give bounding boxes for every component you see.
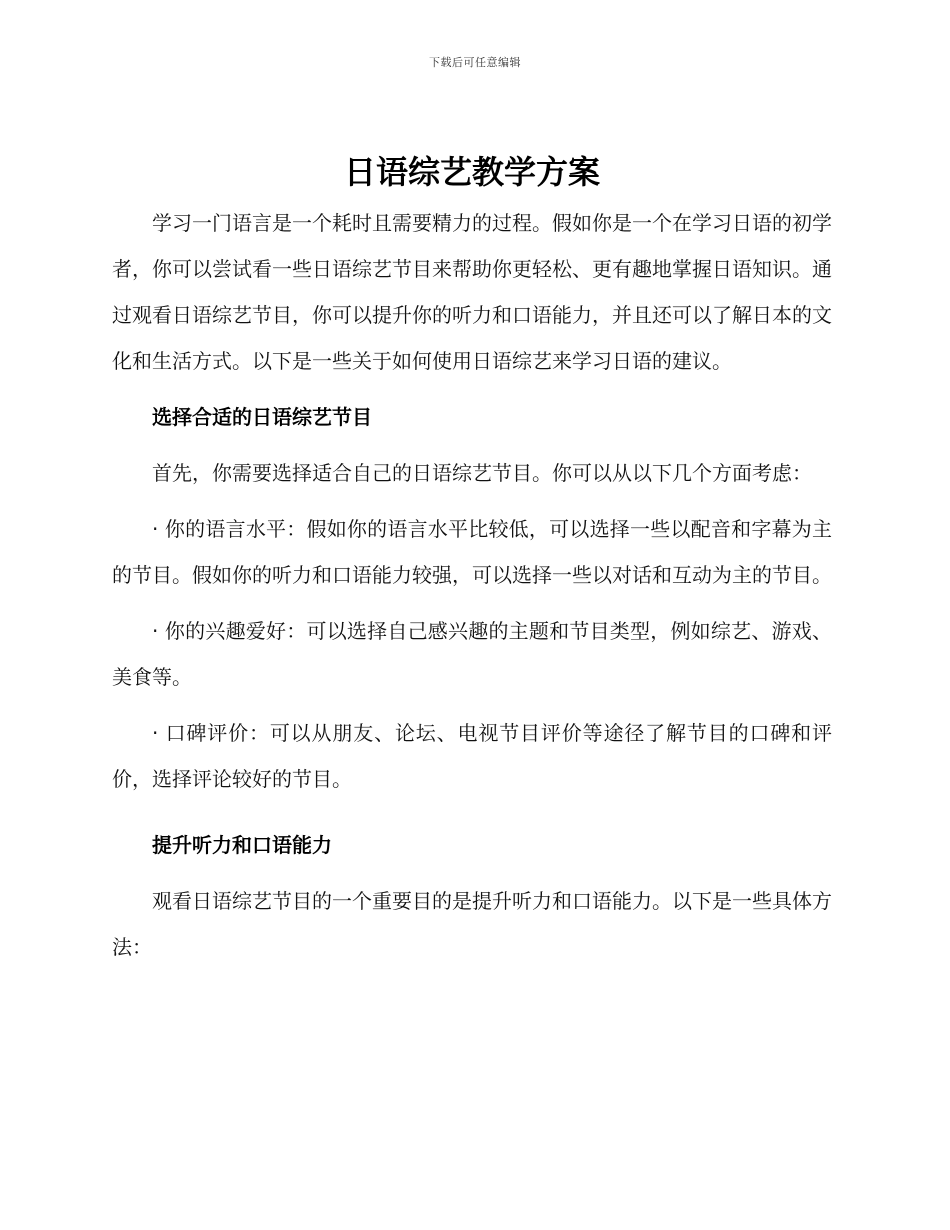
section-heading-listening: 提升听力和口语能力 [152,833,332,857]
bullet-language-level: · 你的语言水平：假如你的语言水平比较低，可以选择一些以配音和字幕为主的节目。假如你的听力和口语能力较强，可以选择一些以对话和互动为主的节目。 [112,517,832,587]
bullet-interests: · 你的兴趣爱好：可以选择自己感兴趣的主题和节目类型，例如综艺、游戏、美食等。 [112,619,832,689]
document-body [112,150,832,970]
section-choose-lead: 首先，你需要选择适合自己的日语综艺节目。你可以从以下几个方面考虑： [152,461,812,485]
page-header-note: 下载后可任意编辑 [429,56,521,69]
intro-paragraph: 学习一门语言是一个耗时且需要精力的过程。假如你是一个在学习日语的初学者，你可以尝试看一些日语综艺节目来帮助你更轻松、更有趣地掌握日语知识。通过观看日语综艺节目，你可以提升你的听力和口语能力，并且还可以了解日本的文化和生活方式。以下是一些关于如何使用日语综艺来学习日语的建议。 [112,211,832,373]
bullet-reputation: · 口碑评价：可以从朋友、论坛、电视节目评价等途径了解节目的口碑和评价，选择评论较好的节目。 [112,721,832,791]
document-title: 日语综艺教学方案 [343,153,600,191]
section-heading-choose: 选择合适的日语综艺节目 [152,405,372,429]
section-listening-lead: 观看日语综艺节目的一个重要目的是提升听力和口语能力。以下是一些具体方法： [112,889,832,959]
